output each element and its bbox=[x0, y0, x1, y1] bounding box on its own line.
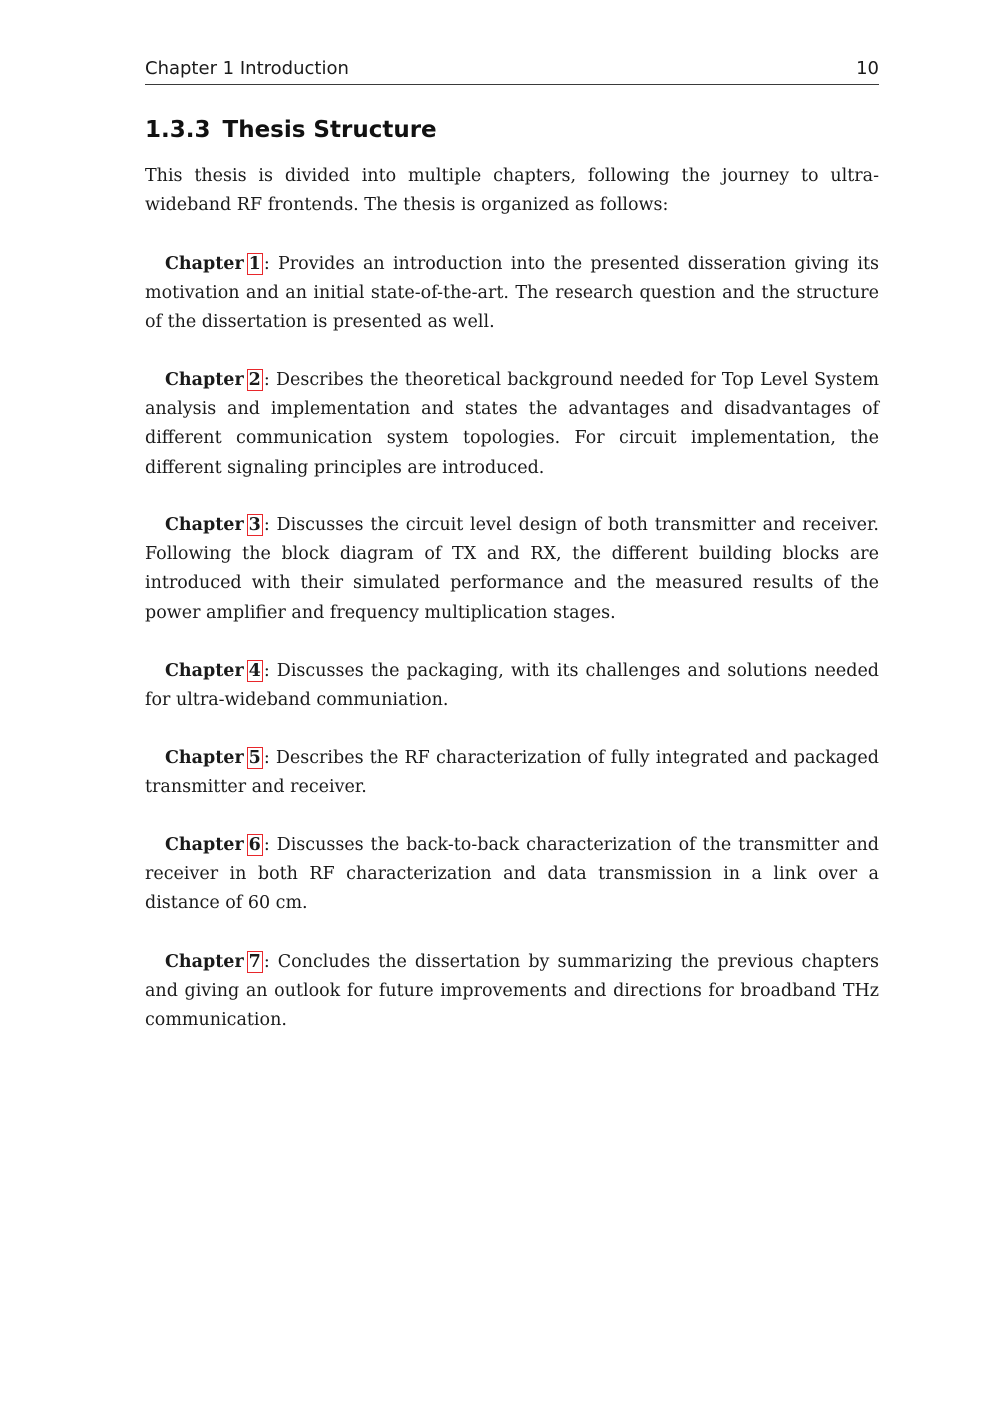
chapter-entry-1 bbox=[145, 250, 879, 338]
chapter-label: Chapter bbox=[165, 254, 244, 274]
chapter-ref-link-7[interactable]: 7 bbox=[248, 952, 261, 972]
chapter-label: Chapter bbox=[165, 515, 244, 535]
chapter-description: : Discusses the circuit level design of both transmitter and receiver. Following the block diagram of TX and RX, the different building blocks are introduced with their simulated performance and the measured results of the power amplifier and frequency multiplication stages. bbox=[145, 515, 879, 623]
chapter-description: : Discusses the packaging, with its challenges and solutions needed for ultra-wideband communiation. bbox=[145, 661, 879, 711]
chapter-label: Chapter bbox=[165, 952, 244, 972]
chapter-description: : Describes the RF characterization of fully integrated and packaged transmitter and receiver. bbox=[145, 748, 879, 798]
chapter-entry-6 bbox=[145, 831, 879, 919]
chapter-ref-link-1[interactable]: 1 bbox=[248, 254, 261, 274]
chapter-label: Chapter bbox=[165, 370, 244, 390]
chapter-ref-link-3[interactable]: 3 bbox=[248, 515, 261, 535]
chapter-ref-link-4[interactable]: 4 bbox=[248, 661, 261, 681]
chapter-description: : Concludes the dissertation by summarizing the previous chapters and giving an outlook for future improvements and directions for broadband THz communication. bbox=[145, 952, 879, 1031]
running-header bbox=[145, 56, 879, 85]
page-number: 10 bbox=[856, 58, 879, 79]
chapter-entry-4 bbox=[145, 657, 879, 715]
chapter-entry-3 bbox=[145, 511, 879, 628]
chapter-entry-7 bbox=[145, 948, 879, 1036]
section-number: 1.3.3 bbox=[145, 117, 211, 143]
section-title: Thesis Structure bbox=[222, 117, 437, 143]
chapter-description: : Provides an introduction into the presented disseration giving its motivation and an initial state-of-the-art. The research question and the structure of the dissertation is presented as well. bbox=[145, 254, 879, 333]
header-chapter-title: Chapter 1 Introduction bbox=[145, 58, 349, 79]
section-heading bbox=[145, 117, 437, 143]
chapter-description: : Describes the theoretical background needed for Top Level System analysis and implementation and states the advantages and disadvantages of different communication system topologies. For circuit implementation, the different signaling principles are introduced. bbox=[145, 370, 879, 478]
chapter-entry-5 bbox=[145, 744, 879, 802]
intro-paragraph: This thesis is divided into multiple chapters, following the journey to ultra-wideband RF frontends. The thesis is organized as follows: bbox=[145, 166, 879, 216]
chapter-entry-2 bbox=[145, 366, 879, 483]
chapter-label: Chapter bbox=[165, 835, 244, 855]
chapter-label: Chapter bbox=[165, 748, 244, 768]
chapter-ref-link-5[interactable]: 5 bbox=[248, 748, 261, 768]
chapter-description: : Discusses the back-to-back characterization of the transmitter and receiver in both RF characterization and data transmission in a link over a distance of 60 cm. bbox=[145, 835, 879, 914]
chapter-ref-link-6[interactable]: 6 bbox=[248, 835, 261, 855]
chapter-ref-link-2[interactable]: 2 bbox=[248, 370, 261, 390]
chapter-label: Chapter bbox=[165, 661, 244, 681]
